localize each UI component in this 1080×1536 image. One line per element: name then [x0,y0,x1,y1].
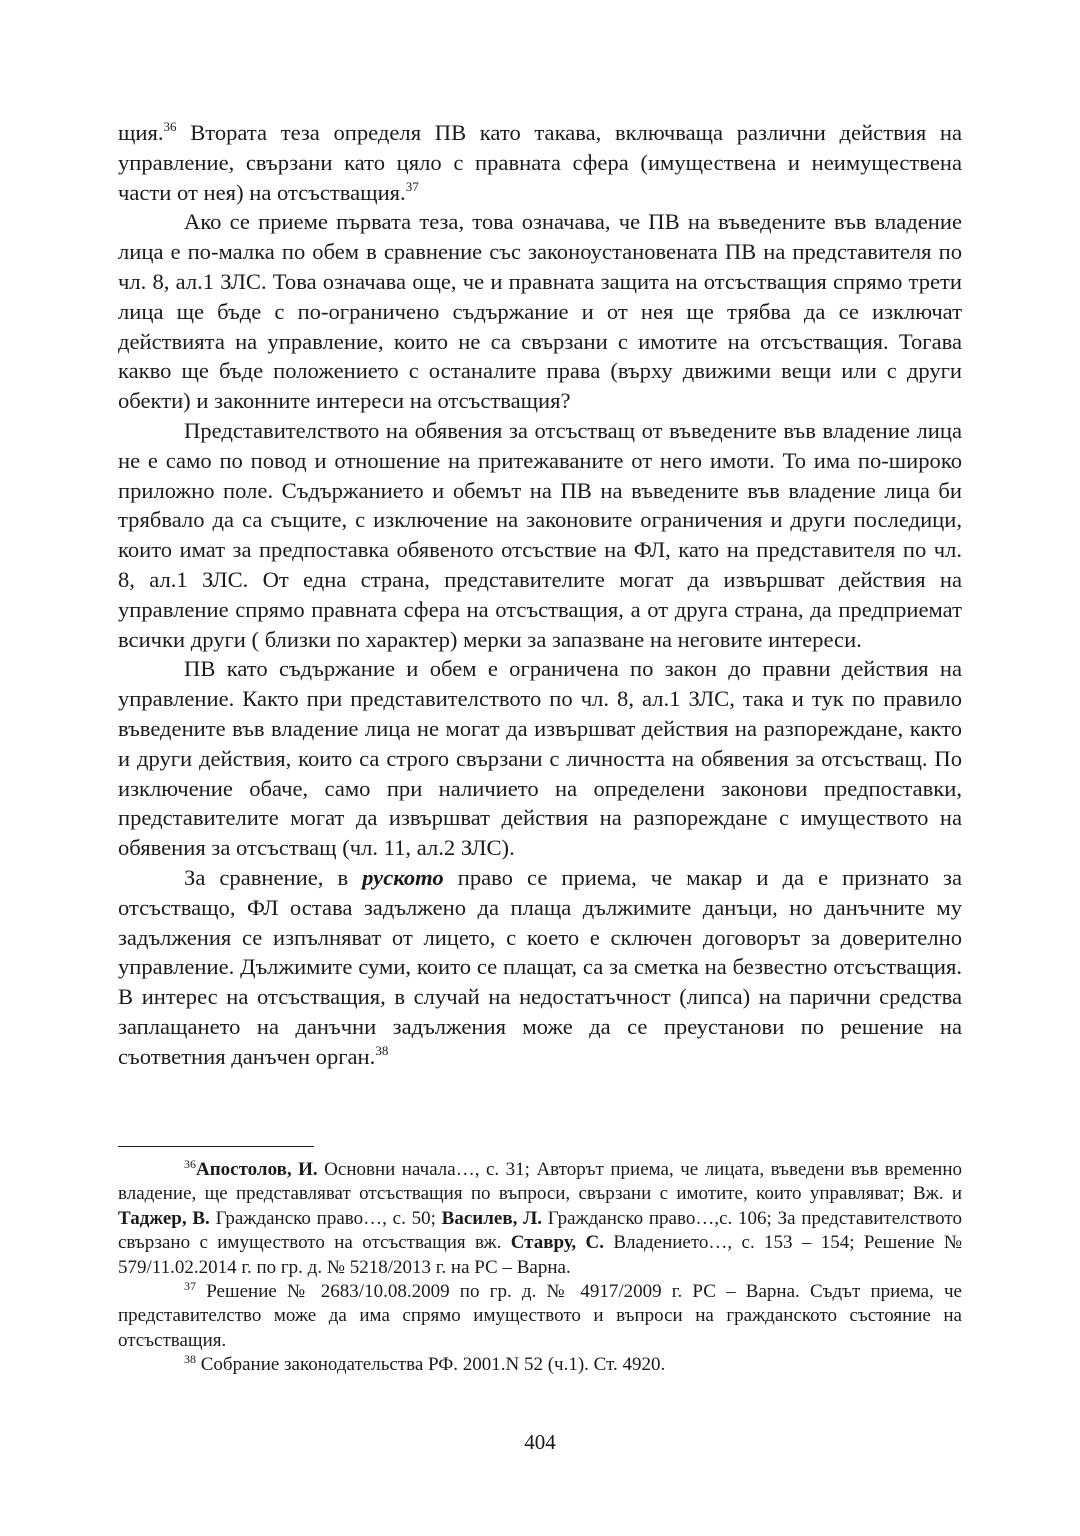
text-span: Решение № 2683/10.08.2009 по гр. д. № 4917/2009 г. РС – Варна. Съдът приема, че представителство може да има спрямо имуществото и въпроси на гражданското състояние на отсъстващия. [118,1281,962,1351]
page-number: 404 [524,1430,556,1454]
footnote-36 [118,1158,962,1280]
paragraph-2: Ако се приеме първата теза, това означава, че ПВ на въведените във владение лица е по-малка по обем в сравнение със законоустановената ПВ на представителя по чл. 8, ал.1 ЗЛС. Това означава още, че и правната защита на отсъстващия спрямо трети лица ще бъде с по-ограничено съдържание и от нея ще трябва да се изключат действията на управление, които не са свързани с имотите на отсъстващия. Тогава какво ще бъде положението с останалите права (върху движими вещи или с други обекти) и законните интереси на отсъстващия? [118,209,962,414]
footnote-38 [118,1353,962,1377]
text-span: щия. [118,120,164,145]
footnote-number: 37 [184,1279,196,1294]
footnote-number: 36 [184,1157,196,1171]
paragraph-1 [118,118,962,207]
text-span: Собрание законодательства РФ. 2001.N 52 (ч.1). Ст. 4920. [196,1354,666,1376]
emphasis-russian: руското [362,864,444,890]
text-span: Гражданско право…,с. 106; За представителството свързано с имуществото на отсъстващия вж. [118,1207,962,1254]
footnote-number: 38 [184,1352,196,1367]
footnote-37 [118,1280,962,1353]
text-span: Втората теза определя ПВ като такава, включваща различни действия на управление, свързани като цяло с правната сфера (имуществена и неимуществена части от нея) на отсъстващия. [118,120,962,205]
text-span: Основни начала…, с. 31; Авторът приема, че лицата, въведени във временно владение, ще представляват отсъстващия по въпроси, свързани с имотите, които управляват; Вж. и [118,1159,962,1205]
text-span: За сравнение, в [184,864,363,890]
footnote-author: Василев, Л. [441,1207,543,1229]
footnote-author: Апостолов, И. [196,1159,318,1180]
text-span: Владението…, с. 153 – 154; Решение № 579/11.02.2014 г. по гр. д. № 5218/2013 г. на РС – Варна. [118,1232,963,1278]
footnote-author: Таджер, В. [118,1207,210,1229]
footnotes [118,1158,962,1378]
footnote-ref-37[interactable]: 37 [405,178,419,194]
footnote-author: Ставру, С. [510,1232,605,1254]
paragraph-4: ПВ като съдържание и обем е ограничена по закон до правни действия на управление. Както при представителството по чл. 8, ал.1 ЗЛС, така и тук по правило въведените във владение лица не могат да извършват действия на разпореждане, както и други действия, които са строго свързани с личността на обявения за отсъстващ. По изключение обаче, само при наличието на определени законови предпоставки, представителите могат да извършват действия на разпореждане с имуществото на обявения за отсъстващ (чл. 11, ал.2 ЗЛС). [118,656,962,861]
footnote-ref-36[interactable]: 36 [163,119,177,134]
paragraph-5 [118,863,962,1072]
text-span: Гражданско право…, с. 50; [209,1207,442,1229]
text-span: право се приема, че макар и да е признато за отсъстващо, ФЛ остава задължено да плаща дължимите данъци, но данъчните му задължения се изпълняват от лицето, с което е сключен договорът за доверително управление. Дължимите суми, които се плащат, са за сметка на безвестно отсъстващия. В интерес на отсъстващия, в случай на недостатъчност (липса) на парични средства заплащането на данъчни задължения може да се преустанови по решение на съответния данъчен орган. [118,864,962,1069]
page-body [118,118,962,1072]
footnote-ref-38[interactable]: 38 [375,1042,389,1058]
main-text [118,118,962,1072]
paragraph-3: Представителството на обявения за отсъстващ от въведените във владение лица не е само по повод и отношение на притежаваните от него имоти. То има по-широко приложно поле. Съдържанието и обемът на ПВ на въведените във владение лица би трябвало да са същите, с изключение на законовите ограничения и други последици, които имат за предпоставка обявеното отсъствие на ФЛ, като на представителя по чл. 8, ал.1 ЗЛС. От една страна, представителите могат да извършват действия на управление спрямо правната сфера на отсъстващия, а от друга страна, да предприемат всички други ( близки по характер) мерки за запазване на неговите интереси. [118,417,962,652]
footnote-separator [118,1146,314,1147]
